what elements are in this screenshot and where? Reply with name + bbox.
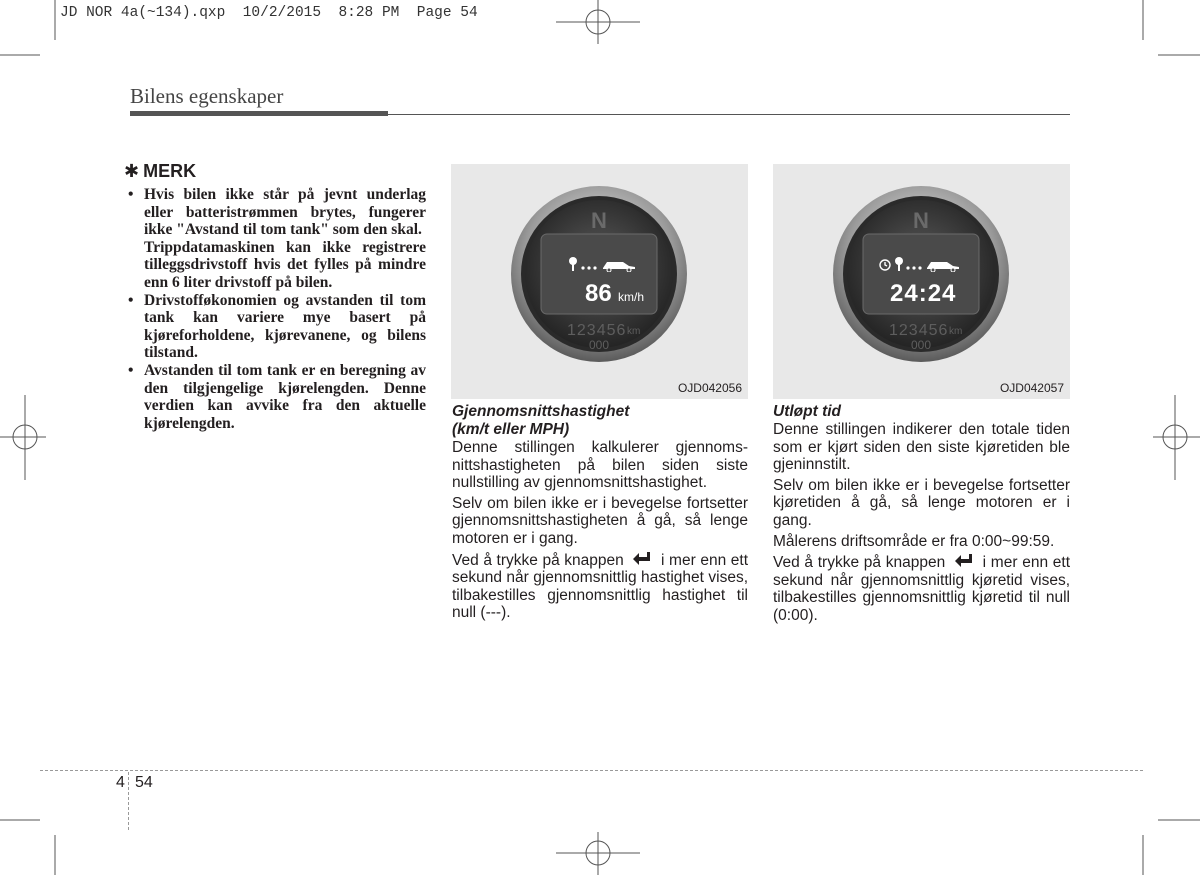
note-item xyxy=(126,292,426,362)
asterisk-icon: ✱ xyxy=(124,161,140,181)
header-rule-thick xyxy=(130,111,388,116)
section-elapsed-time xyxy=(773,403,1070,628)
gauge-letter: N xyxy=(591,208,607,233)
fuel-to-car-indicator xyxy=(567,256,647,272)
footer-divider xyxy=(128,772,129,830)
figure-code: OJD042057 xyxy=(999,381,1064,395)
clock-icon xyxy=(880,260,890,270)
caption-line: (km/t eller MPH) xyxy=(452,421,570,438)
odometer-unit: km xyxy=(627,326,641,337)
note-item-text: Hvis bilen ikke står på jevnt underlag eller batteristrømmen brytes, fungerer ikke "Avstand til tom tank" som den skal. xyxy=(144,186,426,239)
section-caption: Utløpt tid xyxy=(773,403,842,420)
note-item-text: Avstanden til tom tank er en beregning av den tilgjengelige kjørelengden. Denne verdien kan avvike fra den aktuelle kjørelengden. xyxy=(144,361,426,432)
figure-code: OJD042056 xyxy=(677,381,742,395)
display-time-value: 24:24 xyxy=(890,280,957,307)
body-paragraph: Selv om bilen ikke er i bevegelse fortsetter kjøretiden å gå, så lenge motoren er i gang. xyxy=(773,476,1070,529)
fuel-pump-icon xyxy=(895,257,903,265)
trip-value: 000 xyxy=(911,338,932,352)
odometer-unit: km xyxy=(949,326,963,337)
chapter-number: 4 xyxy=(116,774,125,791)
print-slug: JD NOR 4a(~134).qxp 10/2/2015 8:28 PM Page 54 xyxy=(60,5,478,21)
body-paragraph xyxy=(773,553,1070,624)
note-item-sub-text: Trippdatamaskinen kan ikke registrere tilleggsdrivstoff hvis det fylles på mindre enn 6 liter drivstoff på bilen. xyxy=(144,238,426,291)
inline-text: i mer enn ett sekund når gjennomsnittlig kjøretid vises, tilbakestilles gjennomsnittlig kjøretid til null (0:00). xyxy=(773,554,1071,624)
note-heading-text: MERK xyxy=(143,161,197,181)
fuel-pump-icon xyxy=(569,257,577,265)
body-paragraph xyxy=(452,551,748,622)
inline-text: Ved å trykke på knappen xyxy=(773,554,946,572)
odometer-value: 123456 xyxy=(889,322,949,339)
page-number: 54 xyxy=(135,774,153,791)
note-list xyxy=(126,186,426,432)
display-speed-unit: km/h xyxy=(618,290,645,304)
enter-arrow-icon xyxy=(954,553,974,569)
footer-rule xyxy=(40,770,1143,771)
display-speed-value: 86 xyxy=(585,280,612,307)
gauge-letter: N xyxy=(913,208,929,233)
body-paragraph: Denne stillingen kalkulerer gjennoms-nittshastigheten på bilen siden siste nullstilling av gjennomsnittshastighet. xyxy=(452,439,748,492)
body-paragraph: Denne stillingen indikerer den totale tiden som er kjørt siden den siste kjøretiden ble gjeninnstilt. xyxy=(773,421,1070,474)
caption-line: Gjennomsnittshastighet xyxy=(452,403,630,420)
enter-arrow-icon xyxy=(632,551,652,567)
section-average-speed xyxy=(452,403,748,625)
figure-elapsed-time xyxy=(773,164,1070,399)
body-paragraph: Målerens driftsområde er fra 0:00~99:59. xyxy=(773,532,1055,550)
header-rule-thin xyxy=(388,114,1070,115)
inline-text: i mer enn ett sekund når gjennomsnittlig hastighet vises, tilbakestilles gjennomsnittlig hastighet til null (---). xyxy=(452,551,749,622)
inline-text: Ved å trykke på knappen xyxy=(452,551,624,569)
body-paragraph: Selv om bilen ikke er i bevegelse fortsetter gjennomsnittshastigheten å gå, så lenge motoren er i gang. xyxy=(452,494,748,547)
odometer-value: 123456 xyxy=(567,322,627,339)
clock-fuel-to-car-indicator xyxy=(879,256,969,272)
trip-value: 000 xyxy=(589,338,610,352)
note-item-text: Drivstofføkonomien og avstanden til tom tank kan variere mye basert på kjøreforholdene, kjørevanene, og bilens tilstand. xyxy=(144,291,426,362)
note-item xyxy=(126,362,426,432)
figure-average-speed xyxy=(451,164,748,399)
note-heading xyxy=(124,161,196,182)
note-item xyxy=(126,186,426,292)
section-title: Bilens egenskaper xyxy=(130,84,284,108)
section-caption xyxy=(452,403,748,439)
